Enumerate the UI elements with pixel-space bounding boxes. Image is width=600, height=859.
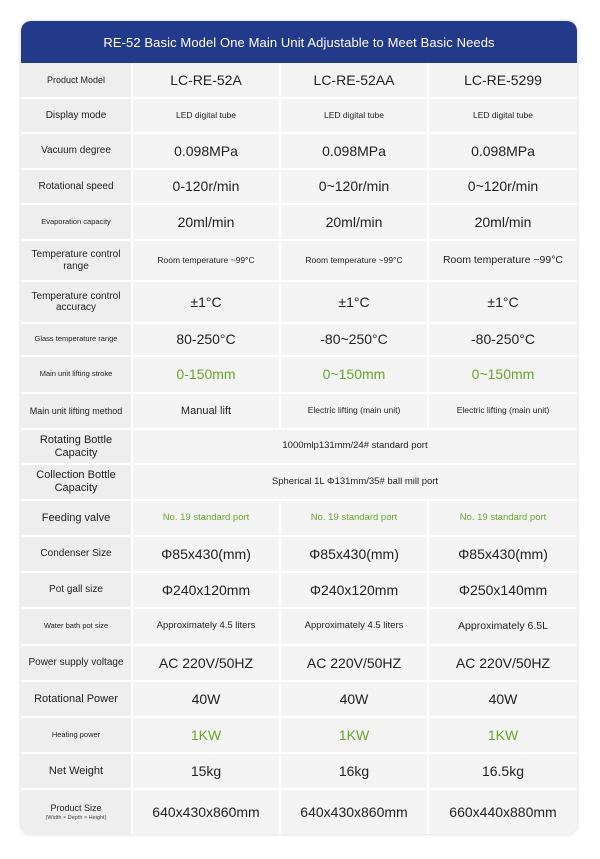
row-label: Temperature control accuracy — [21, 282, 133, 324]
cell-model-aa: LC-RE-52AA — [281, 63, 429, 99]
row-temperature-range — [21, 241, 577, 282]
row-evaporation-capacity — [21, 205, 577, 241]
cell-value: LED digital tube — [429, 99, 577, 134]
row-label: Feeding valve — [21, 501, 133, 537]
cell-value: No. 19 standard port — [429, 501, 577, 537]
row-label: Net Weight — [21, 754, 133, 790]
cell-value: Approximately 4.5 liters — [133, 609, 281, 646]
cell-value: 640x430x860mm — [133, 790, 281, 834]
row-label: Temperature control range — [21, 241, 133, 282]
row-label: Rotational Power — [21, 682, 133, 718]
cell-value: AC 220V/50HZ — [133, 646, 281, 682]
cell-value: No. 19 standard port — [133, 501, 281, 537]
cell-span-value: 1000mlp131mm/24# standard port — [133, 430, 577, 465]
cell-value: 20ml/min — [429, 205, 577, 241]
row-label: Pot gall size — [21, 573, 133, 609]
cell-value: 20ml/min — [281, 205, 429, 241]
cell-value: 0.098MPa — [429, 134, 577, 170]
row-label: Heating power — [21, 718, 133, 754]
row-product-model — [21, 63, 577, 99]
row-power-supply — [21, 646, 577, 682]
cell-value: 660x440x880mm — [429, 790, 577, 834]
cell-value: ±1°C — [133, 282, 281, 324]
product-size-sublabel: (Width × Depth × Height) — [45, 815, 107, 822]
cell-value: Electric lifting (main unit) — [429, 394, 577, 430]
cell-value: 16kg — [281, 754, 429, 790]
row-pot-gall-size — [21, 573, 577, 609]
cell-value: Approximately 4.5 liters — [281, 609, 429, 646]
cell-value: 0-120r/min — [133, 170, 281, 205]
row-temperature-accuracy — [21, 282, 577, 324]
row-water-bath-size — [21, 609, 577, 646]
cell-value: Φ250x140mm — [429, 573, 577, 609]
row-lifting-stroke — [21, 357, 577, 394]
spec-card — [21, 21, 577, 834]
cell-value: 0-150mm — [133, 357, 281, 394]
row-condenser-size — [21, 537, 577, 573]
row-label: Water bath pot size — [21, 609, 133, 646]
row-net-weight — [21, 754, 577, 790]
cell-value: Room temperature ~99°C — [133, 241, 281, 282]
cell-value: 0~120r/min — [281, 170, 429, 205]
product-size-label: Product Size — [50, 802, 102, 813]
cell-value: ±1°C — [281, 282, 429, 324]
row-label: Vacuum degree — [21, 134, 133, 170]
cell-value: 1KW — [133, 718, 281, 754]
cell-value: Φ85x430(mm) — [281, 537, 429, 573]
cell-value: 16.5kg — [429, 754, 577, 790]
row-label: Rotating Bottle Capacity — [21, 430, 133, 465]
row-label: Collection Bottle Capacity — [21, 465, 133, 501]
row-label: Glass temperature range — [21, 324, 133, 357]
row-display-mode — [21, 99, 577, 134]
cell-value: No. 19 standard port — [281, 501, 429, 537]
cell-value: 1KW — [429, 718, 577, 754]
row-heating-power — [21, 718, 577, 754]
cell-value: Φ85x430(mm) — [429, 537, 577, 573]
cell-value: 0~120r/min — [429, 170, 577, 205]
row-rotational-speed — [21, 170, 577, 205]
cell-value: 15kg — [133, 754, 281, 790]
cell-value: 20ml/min — [133, 205, 281, 241]
cell-value: Φ240x120mm — [133, 573, 281, 609]
row-product-size — [21, 790, 577, 834]
cell-value: Approximately 6.5L — [429, 609, 577, 646]
cell-value: 1KW — [281, 718, 429, 754]
cell-value: LED digital tube — [281, 99, 429, 134]
row-label: Main unit lifting stroke — [21, 357, 133, 394]
cell-value: Room temperature ~99°C — [429, 241, 577, 282]
row-label: Display mode — [21, 99, 133, 134]
cell-value: 40W — [429, 682, 577, 718]
cell-value: 40W — [281, 682, 429, 718]
cell-value: 0.098MPa — [133, 134, 281, 170]
row-label: Condenser Size — [21, 537, 133, 573]
cell-value: 40W — [133, 682, 281, 718]
cell-value: Manual lift — [133, 394, 281, 430]
row-label — [21, 790, 133, 834]
cell-value: -80~250°C — [281, 324, 429, 357]
cell-span-value: Spherical 1L Φ131mm/35# ball mill port — [133, 465, 577, 501]
cell-value: -80-250°C — [429, 324, 577, 357]
spec-table — [21, 63, 577, 834]
cell-model-5299: LC-RE-5299 — [429, 63, 577, 99]
cell-value: AC 220V/50HZ — [281, 646, 429, 682]
cell-value: 0~150mm — [429, 357, 577, 394]
row-collection-bottle — [21, 465, 577, 501]
cell-model-a: LC-RE-52A — [133, 63, 281, 99]
cell-value: LED digital tube — [133, 99, 281, 134]
row-lifting-method — [21, 394, 577, 430]
row-label: Power supply voltage — [21, 646, 133, 682]
row-vacuum-degree — [21, 134, 577, 170]
row-label: Evaporation capacity — [21, 205, 133, 241]
cell-value: 80-250°C — [133, 324, 281, 357]
row-label: Rotational speed — [21, 170, 133, 205]
cell-value: Φ240x120mm — [281, 573, 429, 609]
row-label: Main unit lifting method — [21, 394, 133, 430]
row-rotating-bottle — [21, 430, 577, 465]
row-label: Product Model — [21, 63, 133, 99]
spec-table-title: RE-52 Basic Model One Main Unit Adjustable to Meet Basic Needs — [21, 21, 577, 63]
row-rotational-power — [21, 682, 577, 718]
row-feeding-valve — [21, 501, 577, 537]
cell-value: 0~150mm — [281, 357, 429, 394]
cell-value: 640x430x860mm — [281, 790, 429, 834]
cell-value: Room temperature ~99°C — [281, 241, 429, 282]
row-glass-temperature — [21, 324, 577, 357]
cell-value: ±1°C — [429, 282, 577, 324]
cell-value: 0.098MPa — [281, 134, 429, 170]
cell-value: AC 220V/50HZ — [429, 646, 577, 682]
cell-value: Φ85x430(mm) — [133, 537, 281, 573]
cell-value: Electric lifting (main unit) — [281, 394, 429, 430]
